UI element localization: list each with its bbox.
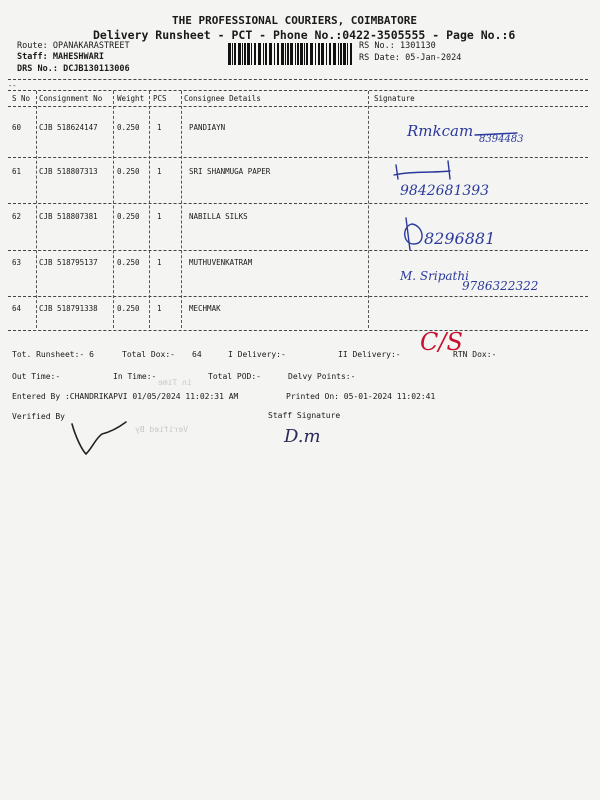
row-61-pcs: 1 xyxy=(157,167,162,176)
row-63-pcs: 1 xyxy=(157,258,162,267)
ii-delivery: II Delivery:- xyxy=(338,350,401,359)
barcode-bar xyxy=(306,43,308,65)
bleed-through-text: Verified By xyxy=(135,425,188,434)
route-line xyxy=(17,41,130,51)
row-64-sig-text: C/S xyxy=(420,328,463,356)
row-60-sig-text: Rmkcam xyxy=(407,122,474,140)
row-divider xyxy=(8,203,588,204)
out-time: Out Time:- xyxy=(12,372,61,381)
total-pod: Total POD:- xyxy=(208,372,261,381)
barcode-bar xyxy=(333,43,336,65)
bleed-through-text: in Time xyxy=(158,378,192,387)
staff-signature-label: Staff Signature xyxy=(268,411,341,420)
barcode xyxy=(228,43,354,65)
in-time: In Time:- xyxy=(113,372,157,381)
row-64-sno: 64 xyxy=(12,304,22,313)
signature-row-62 xyxy=(400,214,520,254)
i-delivery: I Delivery:- xyxy=(228,350,286,359)
col-pcs: PCS xyxy=(153,94,167,103)
staff-line xyxy=(17,52,104,62)
barcode-bar xyxy=(242,43,243,65)
row-64-weight: 0.250 xyxy=(117,304,140,313)
barcode-graphic xyxy=(228,43,354,65)
row-62-consignee: NABILLA SILKS xyxy=(189,212,248,221)
rule-top xyxy=(8,79,588,80)
row-61-sig-number: 9842681393 xyxy=(400,183,490,199)
barcode-bar xyxy=(347,43,348,65)
staff-signature xyxy=(284,424,354,450)
drs-line xyxy=(17,64,130,74)
barcode-bar xyxy=(263,43,264,65)
rs-date-line xyxy=(359,53,461,63)
total-dox-label: Total Dox:- xyxy=(122,350,175,359)
col-divider xyxy=(149,91,150,328)
rs-no-value: 1301130 xyxy=(399,41,436,51)
staff-label: Staff: xyxy=(17,52,48,62)
barcode-bar xyxy=(338,43,339,65)
barcode-bar xyxy=(343,43,346,65)
rs-no-line xyxy=(359,41,436,51)
row-60-weight: 0.250 xyxy=(117,123,140,132)
row-61-weight: 0.250 xyxy=(117,167,140,176)
row-64-consignment: CJB 518791338 xyxy=(39,304,98,313)
route-value: OPANAKARASTREET xyxy=(52,41,130,51)
barcode-bar xyxy=(350,43,352,65)
delvy-points: Delvy Points:- xyxy=(288,372,356,381)
signature-row-60 xyxy=(405,118,555,150)
route-label: Route: xyxy=(17,41,48,51)
barcode-bar xyxy=(265,43,267,65)
signature-row-63 xyxy=(400,258,560,298)
barcode-bar xyxy=(269,43,272,65)
barcode-bar xyxy=(321,43,324,65)
row-62-consignment: CJB 518807381 xyxy=(39,212,98,221)
col-divider xyxy=(368,91,369,328)
barcode-bar xyxy=(310,43,313,65)
row-62-sig-number: 8296881 xyxy=(424,229,496,248)
verified-by-label: Verified By xyxy=(12,412,65,421)
rtn-dox: RTN Dox:- xyxy=(453,350,497,359)
barcode-bar xyxy=(329,43,331,65)
row-63-sig-number: 9786322322 xyxy=(462,279,539,293)
row-62-pcs: 1 xyxy=(157,212,162,221)
row-60-consignee: PANDIAYN xyxy=(189,123,226,132)
row-60-consignment: CJB 518624147 xyxy=(39,123,98,132)
row-divider xyxy=(8,330,588,331)
barcode-bar xyxy=(340,43,342,65)
col-consignment: Consignment No xyxy=(39,94,103,103)
row-60-pcs: 1 xyxy=(157,123,162,132)
verified-by-signature xyxy=(62,418,142,460)
rule-header-top xyxy=(8,90,588,91)
col-divider xyxy=(181,91,182,328)
barcode-bar xyxy=(277,43,279,65)
row-63-consignment: CJB 518795137 xyxy=(39,258,98,267)
signature-row-61 xyxy=(392,155,542,201)
barcode-bar xyxy=(315,43,316,65)
col-sno: S No xyxy=(12,94,31,103)
total-dox-value: 64 xyxy=(192,350,202,359)
barcode-bar xyxy=(232,43,233,65)
top-marker: -- xyxy=(8,82,17,90)
barcode-bar xyxy=(287,43,289,65)
barcode-bar xyxy=(228,43,231,65)
row-60-sig-number: 8394483 xyxy=(479,134,524,145)
col-divider xyxy=(36,91,37,328)
barcode-bar xyxy=(247,43,250,65)
rule-header-bottom xyxy=(8,106,588,107)
barcode-bar xyxy=(300,43,303,65)
row-63-sno: 63 xyxy=(12,258,22,267)
barcode-bar xyxy=(258,43,261,65)
tot-runsheet: Tot. Runsheet:- 6 xyxy=(12,350,94,359)
row-61-consignee: SRI SHANMUGA PAPER xyxy=(189,167,271,176)
barcode-bar xyxy=(238,43,241,65)
col-consignee: Consignee Details xyxy=(184,94,261,103)
barcode-bar xyxy=(326,43,327,65)
rs-date-value: 05-Jan-2024 xyxy=(405,53,462,63)
rs-no-label: RS No.: xyxy=(359,41,395,51)
staff-signature-text: D.m xyxy=(284,426,321,447)
entered-by: Entered By :CHANDRIKAPVI 01/05/2024 11:02:31 AM xyxy=(12,392,239,401)
row-61-sno: 61 xyxy=(12,167,22,176)
barcode-bar xyxy=(297,43,299,65)
barcode-bar xyxy=(234,43,236,65)
row-64-pcs: 1 xyxy=(157,304,162,313)
barcode-bar xyxy=(295,43,296,65)
drs-label: DRS No.: xyxy=(17,64,58,74)
col-divider xyxy=(113,91,114,328)
row-63-sig-text: M. Sripathi xyxy=(400,269,469,283)
barcode-bar xyxy=(290,43,293,65)
row-62-sno: 62 xyxy=(12,212,22,221)
barcode-bar xyxy=(281,43,284,65)
row-62-weight: 0.250 xyxy=(117,212,140,221)
row-63-weight: 0.250 xyxy=(117,258,140,267)
row-61-consignment: CJB 518807313 xyxy=(39,167,98,176)
barcode-bar xyxy=(254,43,256,65)
barcode-bar xyxy=(285,43,286,65)
printed-on: Printed On: 05-01-2024 11:02:41 xyxy=(286,392,436,401)
staff-value: MAHESHWARI xyxy=(52,52,105,62)
rs-date-label: RS Date: xyxy=(359,53,400,63)
col-weight: Weight xyxy=(117,94,145,103)
barcode-bar xyxy=(274,43,275,65)
row-60-sno: 60 xyxy=(12,123,22,132)
barcode-bar xyxy=(318,43,320,65)
barcode-bar xyxy=(304,43,305,65)
col-signature: Signature xyxy=(374,94,415,103)
drs-value: DCJB130113006 xyxy=(63,64,130,74)
company-title: THE PROFESSIONAL COURIERS, COIMBATORE xyxy=(172,14,418,27)
barcode-bar xyxy=(244,43,246,65)
row-63-consignee: MUTHUVENKATRAM xyxy=(189,258,253,267)
barcode-bar xyxy=(251,43,252,65)
row-64-consignee: MECHMAK xyxy=(189,304,221,313)
runsheet-subtitle: Delivery Runsheet - PCT - Phone No.:0422-3505555 - Page No.:6 xyxy=(93,28,516,42)
